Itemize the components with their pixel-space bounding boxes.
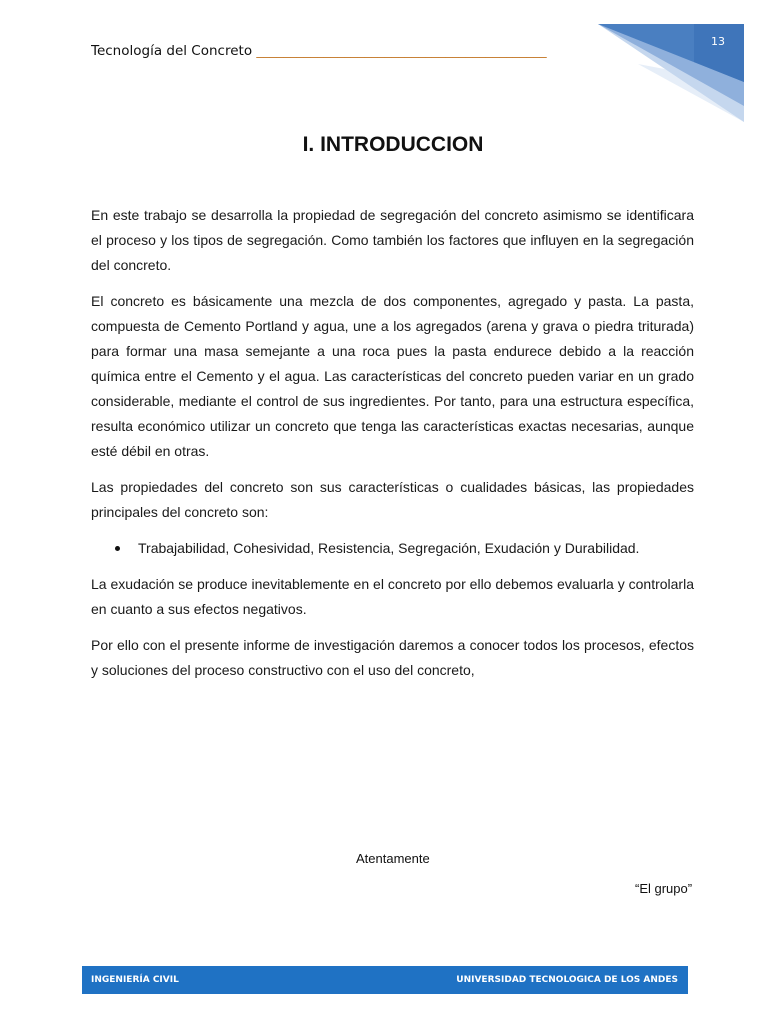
footer-right-label: UNIVERSIDAD TECNOLOGICA DE LOS ANDES <box>456 975 678 985</box>
bullet-list <box>91 536 694 561</box>
paragraph: Las propiedades del concreto son sus características o cualidades básicas, las propiedades principales del concreto son: <box>91 479 694 520</box>
page-number: 13 <box>711 35 725 48</box>
running-header <box>91 43 641 59</box>
paragraph: La exudación se produce inevitablemente en el concreto por ello debemos evaluarla y controlarla en cuanto a sus efectos negativos. <box>91 576 694 617</box>
footer-bar <box>82 966 688 994</box>
bullet-icon <box>115 546 120 551</box>
page-title: I. INTRODUCCION <box>302 133 484 156</box>
header-title: Tecnología del Concreto <box>91 43 253 59</box>
signature-text: “El grupo” <box>635 881 693 896</box>
paragraph: En este trabajo se desarrolla la propiedad de segregación del concreto asimismo se identificara el proceso y los tipos de segregación. Como también los factores que influyen en la segregación del concreto. <box>91 207 694 273</box>
list-item-text: Trabajabilidad, Cohesividad, Resistencia, Segregación, Exudación y Durabilidad. <box>138 540 640 556</box>
paragraph: Por ello con el presente informe de investigación daremos a conocer todos los procesos, efectos y soluciones del proceso constructivo con el uso del concreto, <box>91 637 694 678</box>
footer-left-label: INGENIERÍA CIVIL <box>91 975 179 985</box>
list-item <box>91 536 694 561</box>
header-rule: ___________________________________________ <box>256 43 547 59</box>
paragraph: El concreto es básicamente una mezcla de dos componentes, agregado y pasta. La pasta, compuesta de Cemento Portland y agua, une a los agregados (arena y grava o piedra triturada) para formar una masa semejante a una roca pues la pasta endurece debido a la reacción química entre el Cemento y el agua. Las características del concreto pueden variar en un grado considerable, mediante el control de sus ingredientes. Por tanto, para una estructura específica, resulta económico utilizar un concreto que tenga las características exactas necesarias, aunque esté débil en otras. <box>91 293 694 459</box>
body-text <box>91 203 694 694</box>
closing-text: Atentamente <box>356 851 430 866</box>
